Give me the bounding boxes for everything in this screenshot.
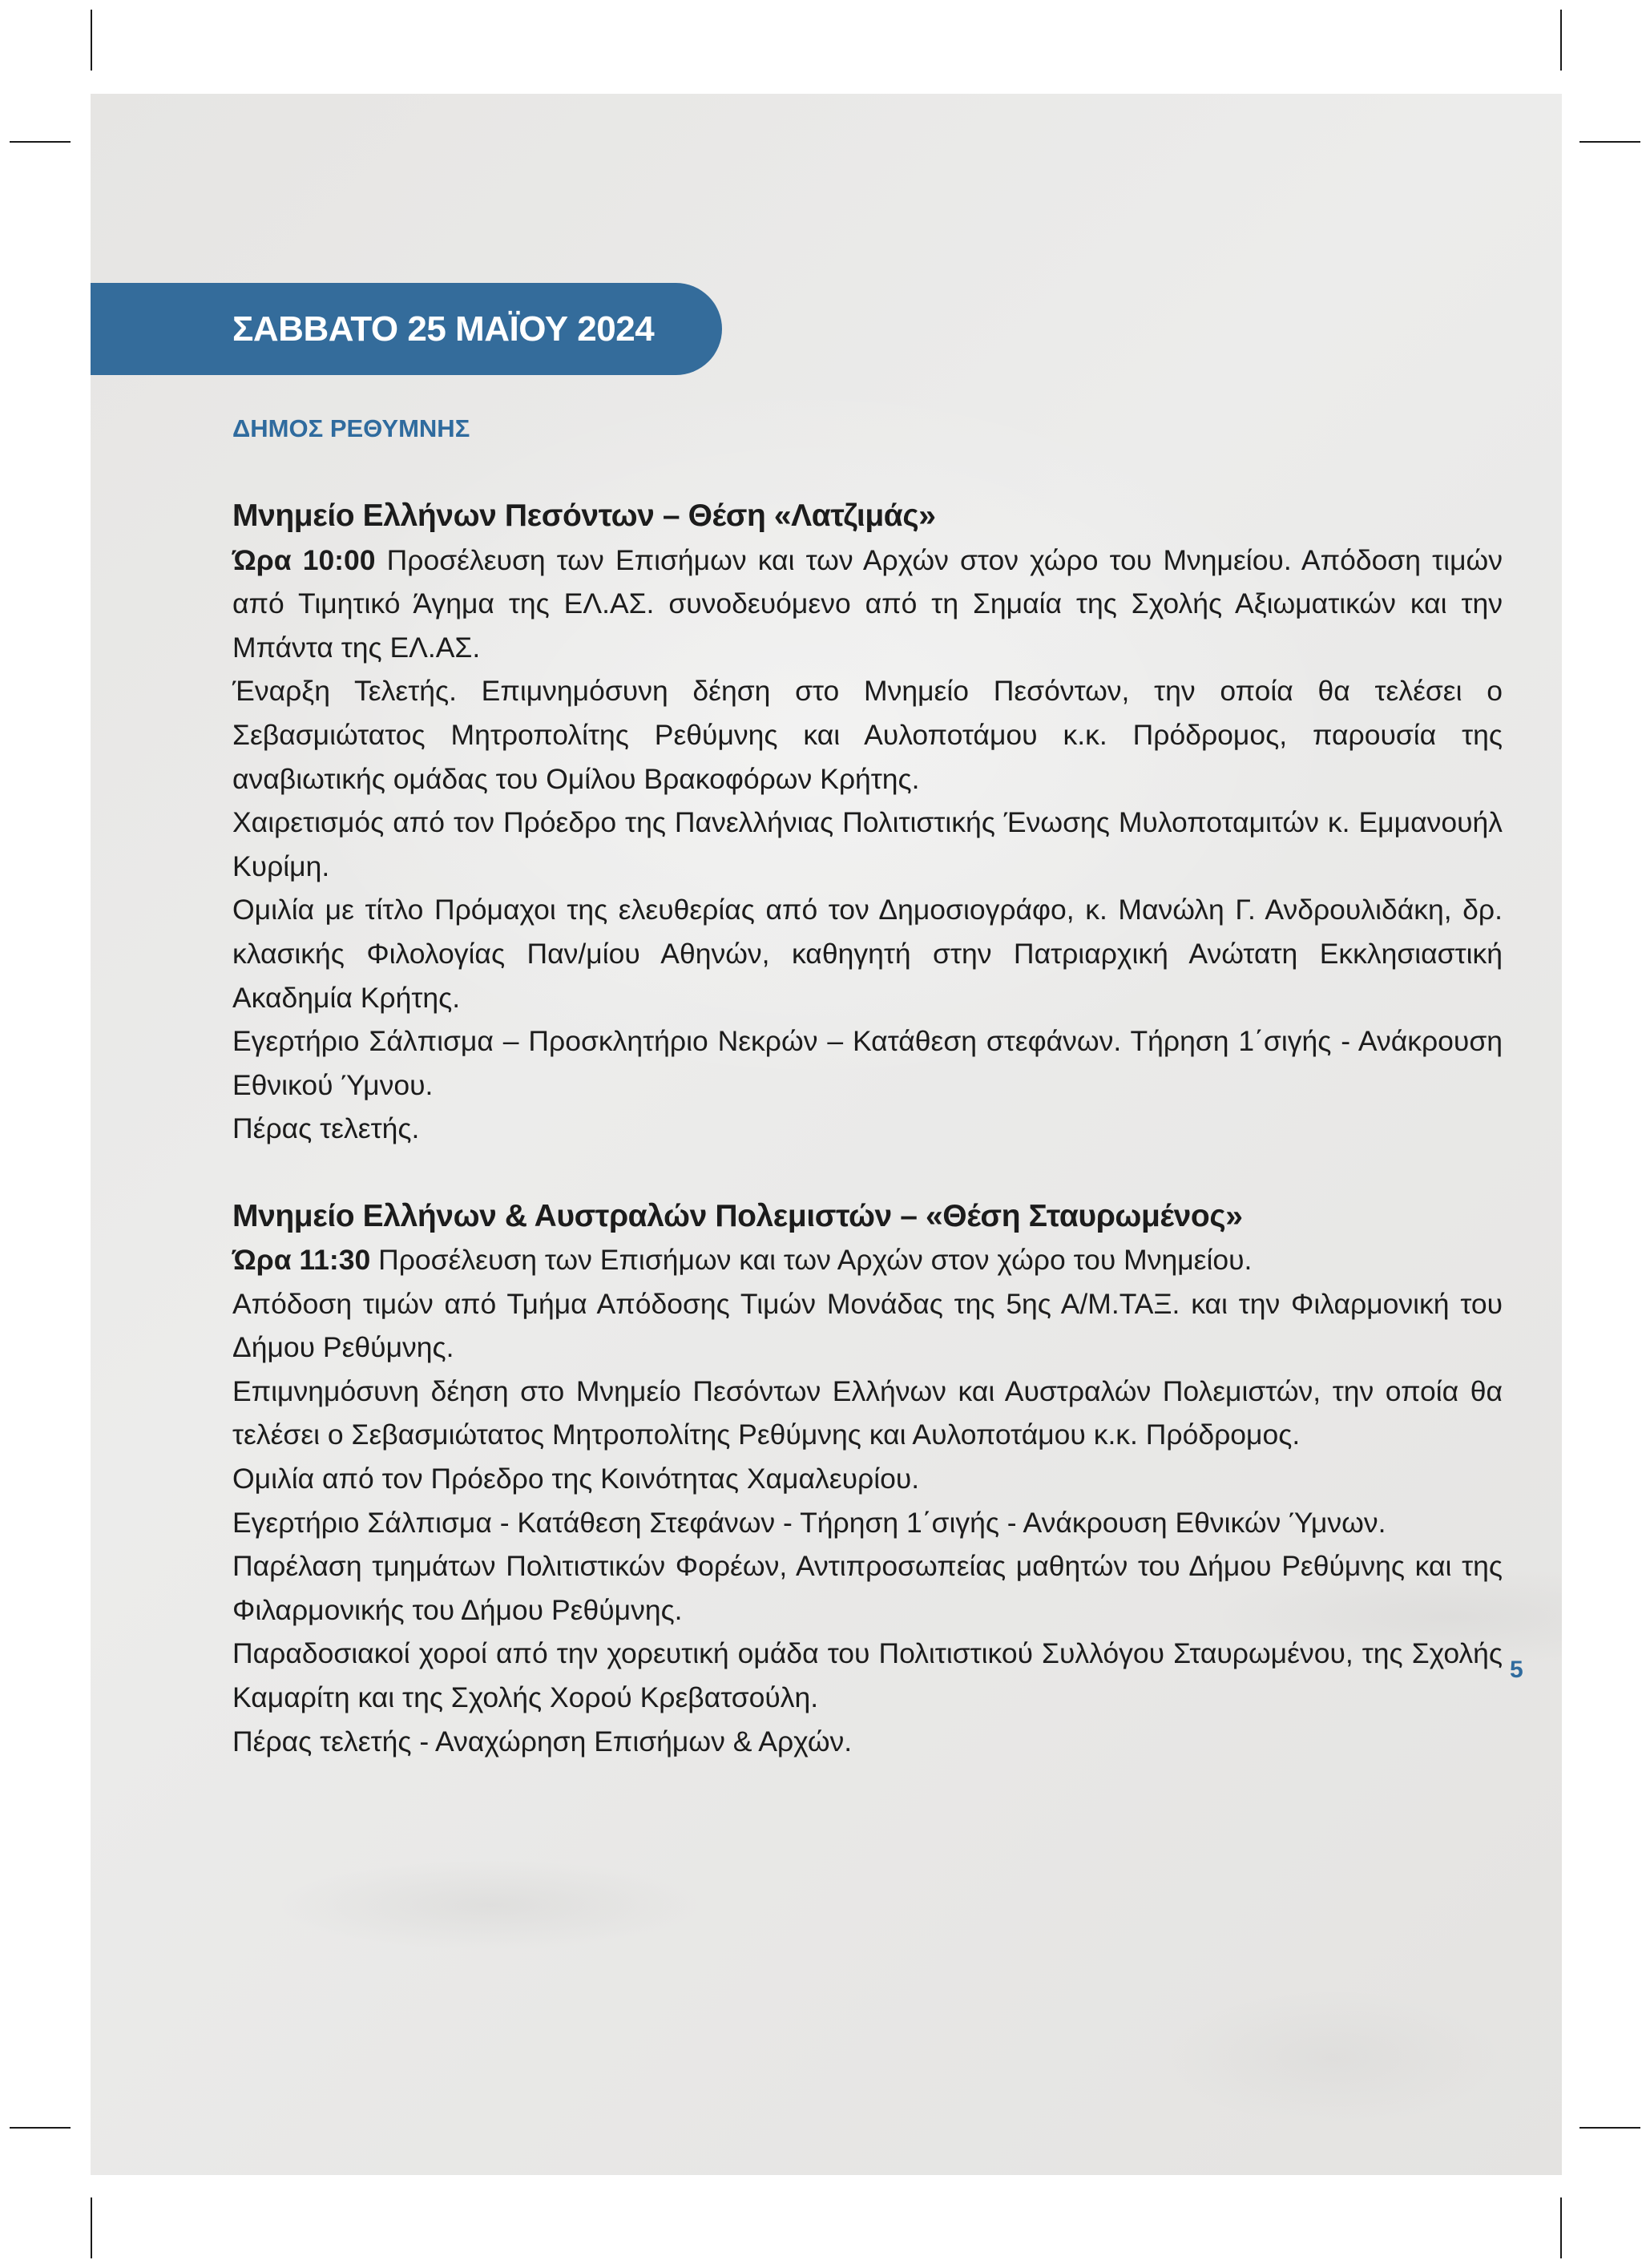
paragraph: Πέρας τελετής - Αναχώρηση Επισήμων & Αρχών. (232, 1725, 853, 1757)
paragraph: Ομιλία με τίτλο Πρόμαχοι της ελευθερίας από τον Δημοσιογράφο, κ. Μανώλη Γ. Ανδρουλιδάκη, δρ. κλασικής Φιλολογίας Παν/μίου Αθηνών, καθηγητή στην Πατριαρχική Ανώτατη Εκκλησιαστική Ακαδημία Κρήτης. (232, 894, 1503, 1014)
municipality-heading: ΔΗΜΟΣ ΡΕΘΥΜΝΗΣ (232, 414, 470, 442)
crop-mark-bottom-left-vertical (91, 2197, 92, 2258)
section-latzimas (232, 494, 1503, 1151)
paragraph: Απόδοση τιμών από Τμήμα Απόδοσης Τιμών Μονάδας της 5ης Α/Μ.ΤΑΞ. και την Φιλαρμονική του Δήμου Ρεθύμνης. (232, 1287, 1503, 1364)
paragraph: Έναρξη Τελετής. Επιμνημόσυνη δέηση στο Μνημείο Πεσόντων, την οποία θα τελέσει ο Σεβασμιώτατος Μητροπολίτης Ρεθύμνης και Αυλοποτάμου κ.κ. Πρόδρομος, παρουσία της αναβιωτικής ομάδας του Ομίλου Βρακοφόρων Κρήτης. (232, 675, 1503, 795)
intro-text: Προσέλευση των Επισήμων και των Αρχών στον χώρο του Μνημείου. Απόδοση τιμών από Τιμητικό Άγημα της ΕΛ.ΑΣ. συνοδευόμενο από τη Σημαία της Σχολής Αξιωματικών και την Μπάντα της ΕΛ.ΑΣ. (232, 543, 1503, 664)
date-banner (91, 283, 722, 375)
section-stavromenos (232, 1195, 1503, 1764)
paragraph: Παραδοσιακοί χοροί από την χορευτική ομάδα του Πολιτιστικού Συλλόγου Σταυρωμένου, της Σχολής Καμαρίτη και της Σχολής Χορού Κρεβατσούλη. (232, 1637, 1503, 1714)
paragraph: Επιμνημόσυνη δέηση στο Μνημείο Πεσόντων Ελλήνων και Αυστραλών Πολεμιστών, την οποία θα τελέσει ο Σεβασμιώτατος Μητροπολίτης Ρεθύμνης και Αυλοποτάμου κ.κ. Πρόδρομος. (232, 1374, 1503, 1451)
crop-mark-top-left-horizontal (10, 141, 71, 143)
crop-mark-top-right-horizontal (1579, 141, 1640, 143)
section-intro (232, 1238, 1503, 1282)
paragraph: Εγερτήριο Σάλπισμα – Προσκλητήριο Νεκρών – Κατάθεση στεφάνων. Τήρηση 1΄σιγής - Ανάκρουση Εθνικού Ύμνου. (232, 1025, 1503, 1101)
crop-mark-top-right-vertical (1560, 10, 1562, 71)
time-label: Ώρα 10:00 (232, 543, 376, 576)
section-title: Μνημείο Ελλήνων Πεσόντων – Θέση «Λατζιμάς» (232, 498, 936, 533)
paragraph: Εγερτήριο Σάλπισμα - Κατάθεση Στεφάνων - Τήρηση 1΄σιγής - Ανάκρουση Εθνικών Ύμνων. (232, 1506, 1386, 1539)
crop-mark-bottom-left-horizontal (10, 2127, 71, 2129)
paragraph: Ομιλία από τον Πρόεδρο της Κοινότητας Χαμαλευρίου. (232, 1463, 920, 1495)
crop-mark-bottom-right-vertical (1560, 2197, 1562, 2258)
program-content (232, 494, 1503, 1807)
paragraph: Χαιρετισμός από τον Πρόεδρο της Πανελλήνιας Πολιτιστικής Ένωσης Μυλοποταμιτών κ. Εμμανουήλ Κυρίμη. (232, 806, 1503, 882)
page-number: 5 (1510, 1657, 1523, 1683)
date-banner-text: ΣΑΒΒΑΤΟ 25 ΜΑΪΟΥ 2024 (232, 309, 655, 349)
paragraph: Πέρας τελετής. (232, 1112, 420, 1145)
section-intro (232, 539, 1503, 670)
intro-text: Προσέλευση των Επισήμων και των Αρχών στον χώρο του Μνημείου. (370, 1244, 1253, 1277)
crop-mark-bottom-right-horizontal (1579, 2127, 1640, 2129)
page-sheet (91, 94, 1562, 2175)
paragraph: Παρέλαση τμημάτων Πολιτιστικών Φορέων, Αντιπροσωπείας μαθητών του Δήμου Ρεθύμνης και της Φιλαρμονικής του Δήμου Ρεθύμνης. (232, 1550, 1503, 1626)
crop-mark-top-left-vertical (91, 10, 92, 71)
section-title: Μνημείο Ελλήνων & Αυστραλών Πολεμιστών – «Θέση Σταυρωμένος» (232, 1198, 1243, 1233)
time-label: Ώρα 11:30 (232, 1244, 371, 1277)
